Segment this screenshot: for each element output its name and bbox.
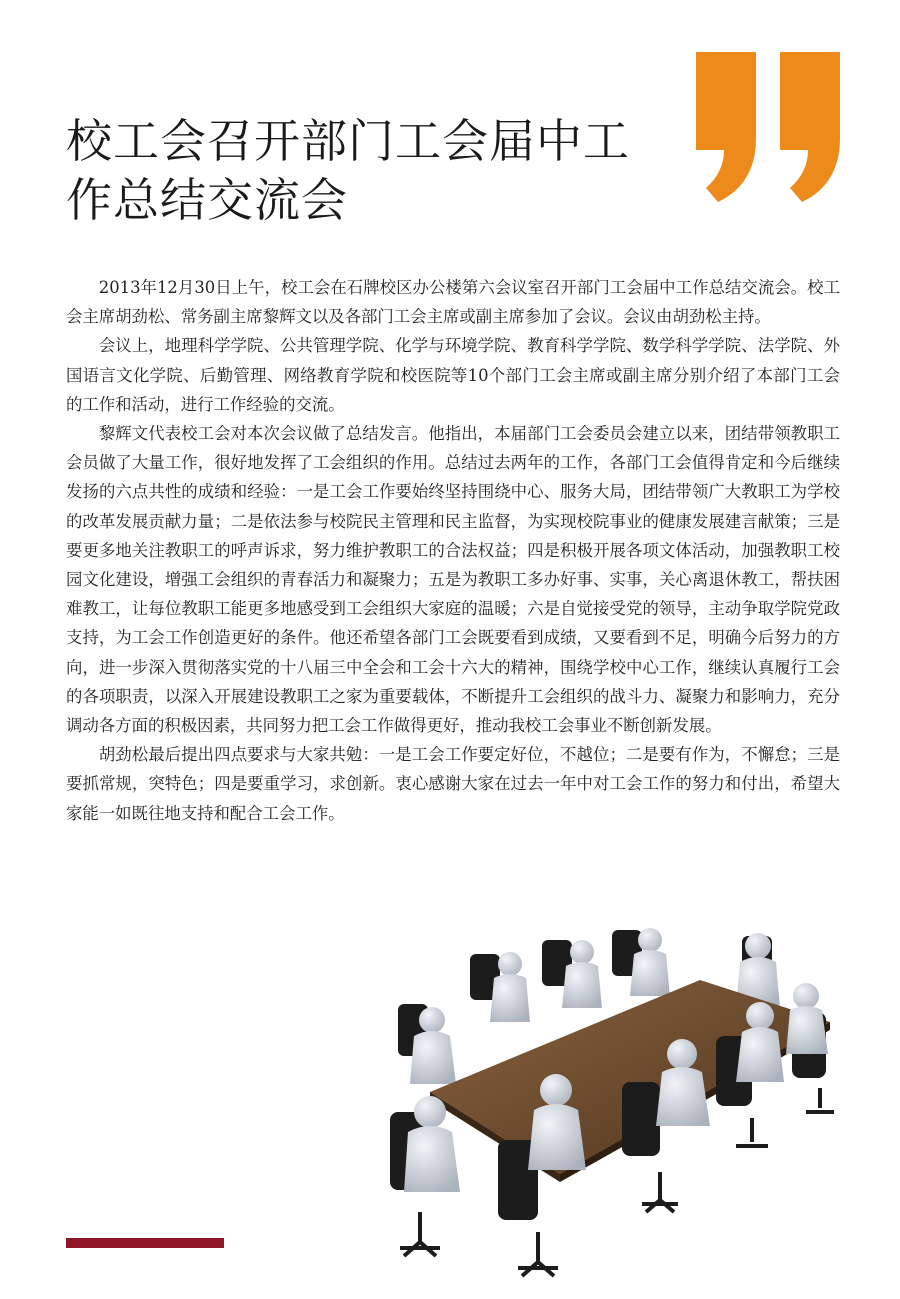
paragraph: 2013年12月30日上午，校工会在石牌校区办公楼第六会议室召开部门工会届中工作总结交流会。校工会主席胡劲松、常务副主席黎辉文以及各部门工会主席或副主席参加了会议。会议由胡劲松主持。 — [66, 278, 840, 327]
paragraph: 会议上，地理科学学院、公共管理学院、化学与环境学院、教育科学学院、数学科学学院、法学院、外国语言文化学院、后勤管理、网络教育学院和校医院等10个部门工会主席或副主席分别介绍了本部门工会的工作和活动，进行工作经验的交流。 — [66, 336, 840, 414]
closing-quote-icon — [696, 52, 842, 202]
footer-accent-bar — [66, 1238, 224, 1248]
paragraph: 胡劲松最后提出四点要求与大家共勉：一是工会工作要定好位，不越位；二是要有作为，不懈怠；三是要抓常规，突特色；四是要重学习，求创新。衷心感谢大家在过去一年中对工会工作的努力和付出，希望大家能一如既往地支持和配合工会工作。 — [66, 745, 840, 823]
page-title: 校工会召开部门工会届中工作总结交流会 — [66, 114, 630, 227]
paragraph: 黎辉文代表校工会对本次会议做了总结发言。他指出，本届部门工会委员会建立以来，团结带领教职工会员做了大量工作，很好地发挥了工会组织的作用。总结过去两年的工作，各部门工会值得肯定和今后继续发扬的六点共性的成绩和经验：一是工会工作要始终坚持围绕中心、服务大局，团结带领广大教职工为学校的改革发展贡献力量；二是依法参与校院民主管理和民主监督，为实现校院事业的健康发展建言献策；三是要更多地关注教职工的呼声诉求，努力维护教职工的合法权益；四是积极开展各项文体活动，加强教职工校园文化建设，增强工会组织的青春活力和凝聚力；五是为教职工多办好事、实事，关心离退休教工，帮扶困难教工，让每位教职工能更多地感受到工会组织大家庭的温暖；六是自觉接受党的领导，主动争取学院党政支持，为工会工作创造更好的条件。他还希望各部门工会既要看到成绩，又要看到不足，明确今后努力的方向，进一步深入贯彻落实党的十八届三中全会和工会十六大的精神，围绕学校中心工作，继续认真履行工会的各项职责，以深入开展建设教职工之家为重要载体，不断提升工会组织的战斗力、凝聚力和影响力，充分调动各方面的积极因素，共同努力把工会工作做得更好，推动我校工会事业不断创新发展。 — [66, 424, 840, 736]
meeting-table-illustration — [360, 912, 840, 1282]
article-body — [66, 273, 840, 828]
